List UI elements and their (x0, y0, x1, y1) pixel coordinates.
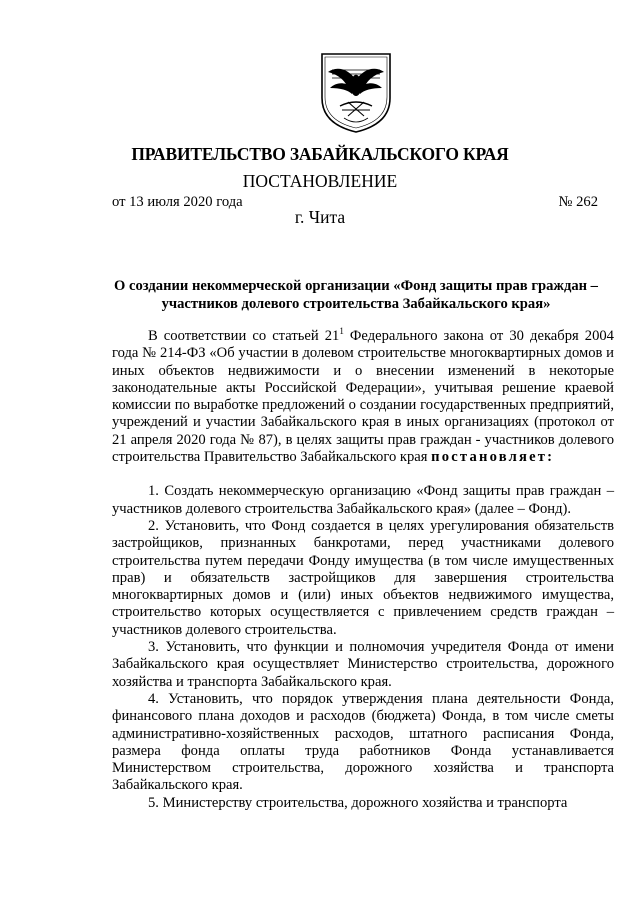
clause-5: 5. Министерству строительства, дорожного хозяйства и транспорта (148, 794, 568, 811)
document-city: г. Чита (294, 207, 346, 227)
clause-3: 3. Установить, что функции и полномочия учредителя Фонда от имени Забайкальского края осуществляет Министерство строительства, дорожного хозяйства и транспорта Забайкальского края. (112, 639, 614, 690)
preamble-text-start: В соответствии со статьей 21 (148, 328, 340, 344)
coat-of-arms-emblem (318, 50, 394, 134)
preamble-text-rest: Федерального закона от 30 декабря 2004 года № 214-ФЗ «Об участии в долевом строительстве многоквартирных домов и иных объектов недвижимости и о внесении изменений в некоторые законодательные акты Российской Федерации», учитывая решение краевой комиссии по выработке предложений о создании государственных предприятий, учреждений и участии Забайкальского края в иных организациях (протокол от 21 апреля 2020 года № 87), в целях защиты прав граждан - участников долевого строительства Правительство Забайкальского края (112, 328, 614, 466)
resolves-colon: : (547, 449, 555, 466)
document-type: ПОСТАНОВЛЕНИЕ (242, 171, 398, 191)
document-title-line-2: участников долевого строительства Забайкальского края» (161, 296, 551, 312)
government-name: ПРАВИТЕЛЬСТВО ЗАБАЙКАЛЬСКОГО КРАЯ (131, 144, 509, 164)
preamble-paragraph (112, 328, 614, 466)
clause-4: 4. Установить, что порядок утверждения плана деятельности Фонда, финансового плана доходов и расходов (бюджета) Фонда, в том числе сметы административно-хозяйственных расходов, штатного расписания Фонда, размера фонда оплаты труда работников Фонда устанавливается Министерством строительства, дорожного хозяйства и транспорта Забайкальского края. (112, 690, 614, 794)
document-number: № 262 (558, 194, 598, 210)
document-title (96, 277, 616, 313)
document-date: от 13 июля 2020 года (112, 194, 243, 210)
resolves-word: постановляет (431, 449, 548, 466)
clause-1: 1. Создать некоммерческую организацию «Фонд защиты прав граждан – участников долевого строительства Забайкальского края» (далее – Фонд). (112, 483, 614, 517)
document-title-line-1: О создании некоммерческой организации «Фонд защиты прав граждан – (114, 278, 598, 294)
article-superscript: 1 (339, 326, 344, 337)
clause-2: 2. Установить, что Фонд создается в целях урегулирования обязательств застройщиков, признанных банкротами, перед участниками долевого строительства путем передачи Фонду имущества (в том числе имущественных прав) и обязательств застройщиков для завершения строительства многоквартирных домов и (или) иных объектов недвижимого имущества, строительство которых осуществляется с привлечением средств граждан – участников долевого строительства. (112, 517, 614, 638)
document-body (112, 328, 614, 812)
